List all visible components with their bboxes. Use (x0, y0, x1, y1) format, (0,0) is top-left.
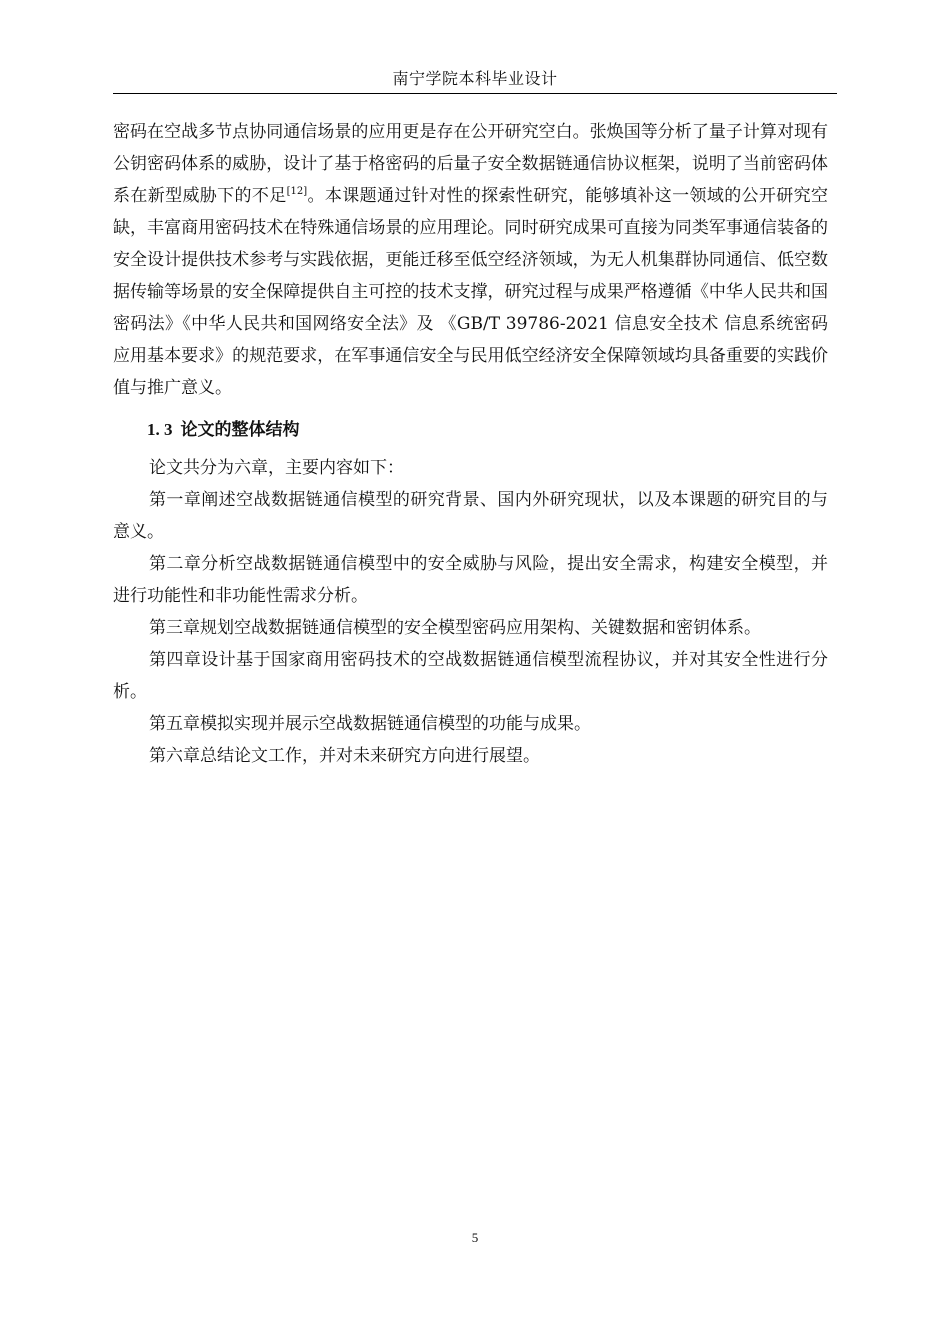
page-body (113, 116, 828, 772)
chapter-six-summary: 第六章总结论文工作，并对未来研究方向进行展望。 (149, 746, 540, 766)
page-number: 5 (471, 1230, 479, 1245)
intro-text-after-citation: 。本课题通过针对性的探索性研究，能够填补这一领域的公开研究空缺，丰富商用密码技术在特殊通信场景的应用理论。同时研究成果可直接为同类军事通信装备的安全设计提供技术参考与实践依据，更能迁移至低空经济领域，为无人机集群协同通信、低空数据传输等场景的安全保障提供自主可控的技术支撑，研究过程与成果严格遵循《中华人民共和国密码法》《中华人民共和国网络安全法》及 《GB/T 39786-2021 信息安全技术 信息系统密码应用基本要求》的规范要求，在军事通信安全与民用低空经济安全保障领域均具备重要的实践价值与推广意义。 (113, 186, 829, 398)
header-rule (113, 93, 837, 94)
intro-paragraph (113, 116, 828, 404)
chapter-three-summary: 第三章规划空战数据链通信模型的安全模型密码应用架构、关键数据和密钥体系。 (149, 618, 761, 638)
chapter-four-summary: 第四章设计基于国家商用密码技术的空战数据链通信模型流程协议，并对其安全性进行分析。 (113, 650, 828, 702)
section-heading (147, 414, 828, 446)
chapter-two-summary: 第二章分析空战数据链通信模型中的安全威胁与风险，提出安全需求，构建安全模型，并进行功能性和非功能性需求分析。 (113, 554, 828, 606)
section-number: 1. 3 (147, 420, 173, 439)
chapter-one-summary: 第一章阐述空战数据链通信模型的研究背景、国内外研究现状，以及本课题的研究目的与意义。 (113, 490, 828, 542)
structure-intro-paragraph: 论文共分为六章，主要内容如下： (149, 458, 404, 478)
intro-text-before-citation: 密码在空战多节点协同通信场景的应用更是存在公开研究空白。张焕国等分析了量子计算对现有公钥密码体系的威胁，设计了基于格密码的后量子安全数据链通信协议框架，说明了当前密码体系在新型威胁下的不足 (113, 122, 828, 206)
page-header-title: 南宁学院本科毕业设计 (392, 69, 558, 88)
chapter-five-summary: 第五章模拟实现并展示空战数据链通信模型的功能与成果。 (149, 714, 591, 734)
section-title: 论文的整体结构 (180, 420, 300, 440)
citation-marker: [12] (286, 186, 308, 197)
